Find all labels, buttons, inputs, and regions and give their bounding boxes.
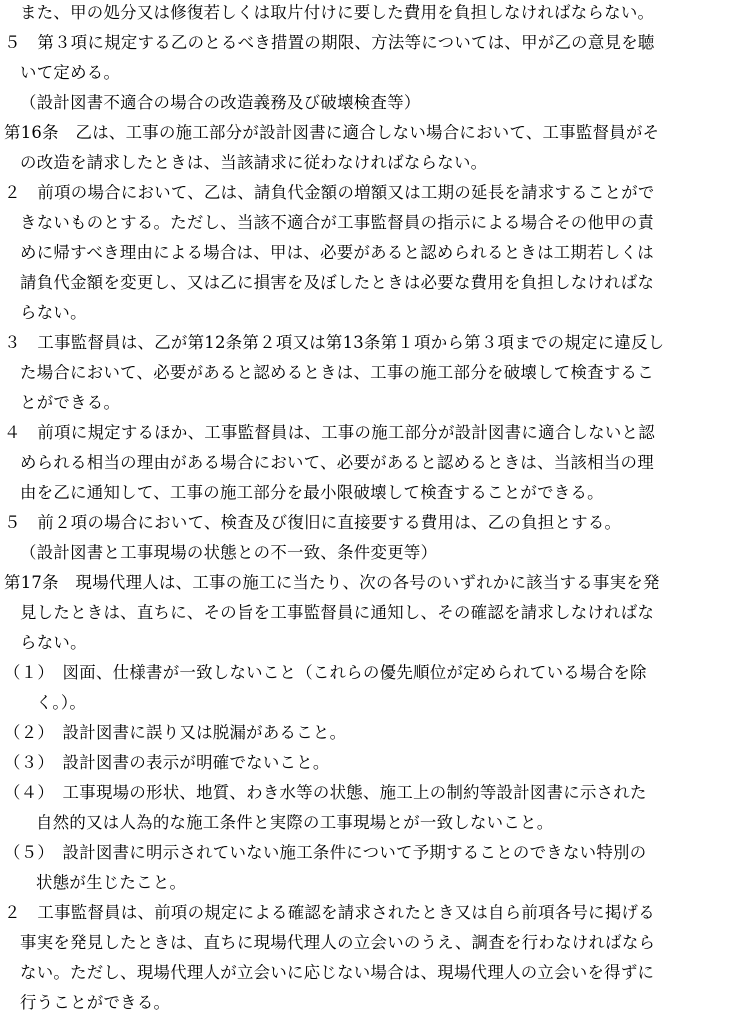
text-line: ５ 第３項に規定する乙のとるべき措置の期限、方法等については、甲が乙の意見を聴 <box>4 33 655 52</box>
text-line: ３ 工事監督員は、乙が第12条第２項又は第13条第１項から第３項までの規定に違反し <box>4 333 665 352</box>
text-line: 自然的又は人為的な施工条件と実際の工事現場とが一致しないこと。 <box>36 813 554 832</box>
text-line: きないものとする。ただし、当該不適合が工事監督員の指示による場合その他甲の責 <box>20 213 655 232</box>
section-heading: （設計図書と工事現場の状態との不一致、条件変更等） <box>20 543 438 562</box>
text-line: の改造を請求したときは、当該請求に従わなければならない。 <box>20 153 488 172</box>
text-line: ４ 前項に規定するほか、工事監督員は、工事の施工部分が設計図書に適合しないと認 <box>4 423 655 442</box>
list-item: （５） 設計図書に明示されていない施工条件について予期することのできない特別の <box>4 843 647 862</box>
text-line: めに帰すべき理由による場合は、甲は、必要があると認められるときは工期若しくは <box>20 243 654 262</box>
list-item: （１） 図面、仕様書が一致しないこと（これらの優先順位が定められている場合を除 <box>4 663 647 682</box>
text-line: ない。ただし、現場代理人が立会いに応じない場合は、現場代理人の立会いを得ずに <box>20 963 655 982</box>
text-line: 行うことができる。 <box>20 993 171 1012</box>
list-item: （２） 設計図書に誤り又は脱漏があること。 <box>4 723 347 742</box>
text-line: 由を乙に通知して、工事の施工部分を最小限破壊して検査することができる。 <box>20 483 604 502</box>
text-line: く。）。 <box>36 693 87 712</box>
text-line: とができる。 <box>20 393 121 412</box>
text-line: いて定める。 <box>20 63 121 82</box>
text-line: ２ 前項の場合において、乙は、請負代金額の増額又は工期の延長を請求することがで <box>4 183 655 202</box>
text-line: また、甲の処分又は修復若しくは取片付けに要した費用を負担しなければならない。 <box>20 3 655 22</box>
list-item: （４） 工事現場の形状、地質、わき水等の状態、施工上の制約等設計図書に示された <box>4 783 647 802</box>
text-line: ５ 前２項の場合において、検査及び復旧に直接要する費用は、乙の負担とする。 <box>4 513 622 532</box>
text-line: 事実を発見したときは、直ちに現場代理人の立会いのうえ、調査を行わなければなら <box>20 933 656 952</box>
list-item: （３） 設計図書の表示が明確でないこと。 <box>4 753 330 772</box>
text-line: 見したときは、直ちに、その旨を工事監督員に通知し、その確認を請求しなければな <box>20 603 655 622</box>
text-line: められる相当の理由がある場合において、必要があると認めるときは、当該相当の理 <box>20 453 654 472</box>
text-line: ２ 工事監督員は、前項の規定による確認を請求されたとき又は自ら前項各号に掲げる <box>4 903 655 922</box>
text-line: 状態が生じたこと。 <box>36 873 187 892</box>
text-line: 請負代金額を変更し、又は乙に損害を及ぼしたときは必要な費用を負担しなければな <box>20 273 655 292</box>
text-line: た場合において、必要があると認めるときは、工事の施工部分を破壊して検査するこ <box>20 363 654 382</box>
article-heading: 第16条 乙は、工事の施工部分が設計図書に適合しない場合において、工事監督員がそ <box>4 123 660 142</box>
article-heading: 第17条 現場代理人は、工事の施工に当たり、次の各号のいずれかに該当する事実を発 <box>4 573 660 592</box>
text-line: らない。 <box>20 303 87 322</box>
text-line: らない。 <box>20 633 87 652</box>
section-heading: （設計図書不適合の場合の改造義務及び破壊検査等） <box>20 93 421 112</box>
